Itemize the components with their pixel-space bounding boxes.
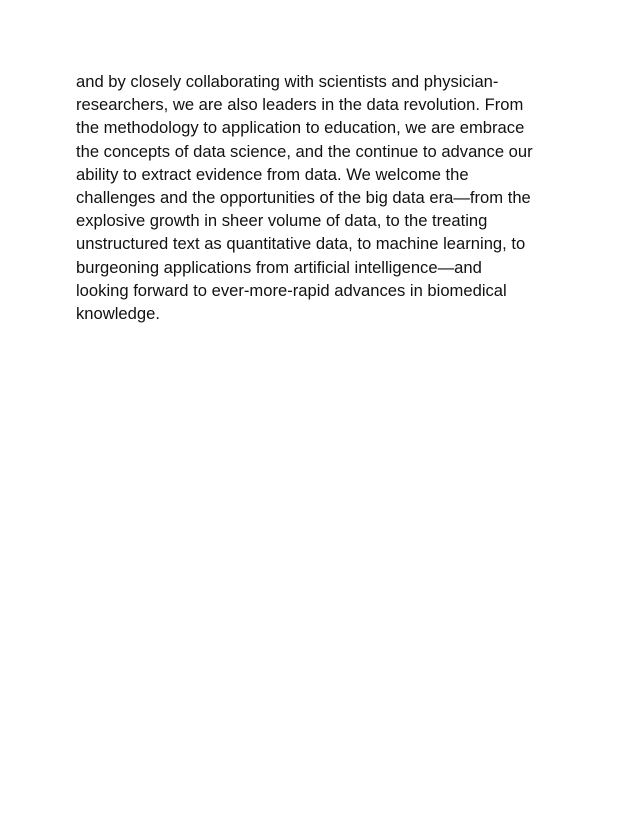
paragraph-line: looking forward to ever-more-rapid advances in biomedical bbox=[76, 280, 507, 300]
paragraph-line: and by closely collaborating with scientists and physician- bbox=[76, 72, 499, 91]
paragraph-line: the concepts of data science, and the continue to advance our bbox=[76, 141, 533, 161]
body-paragraph bbox=[76, 70, 576, 325]
paragraph-line: knowledge. bbox=[76, 304, 160, 324]
paragraph-line: ability to extract evidence from data. We welcome the bbox=[76, 164, 469, 184]
paragraph-line: researchers, we are also leaders in the data revolution. From bbox=[76, 95, 524, 115]
paragraph-line: burgeoning applications from artificial intelligence—and bbox=[76, 257, 482, 277]
paragraph-line: the methodology to application to education, we are embrace bbox=[76, 118, 525, 138]
paragraph-line: explosive growth in sheer volume of data, to the treating bbox=[76, 211, 488, 231]
paragraph-line: unstructured text as quantitative data, to machine learning, to bbox=[76, 234, 526, 254]
paragraph-line: challenges and the opportunities of the big data era—from the bbox=[76, 188, 531, 208]
